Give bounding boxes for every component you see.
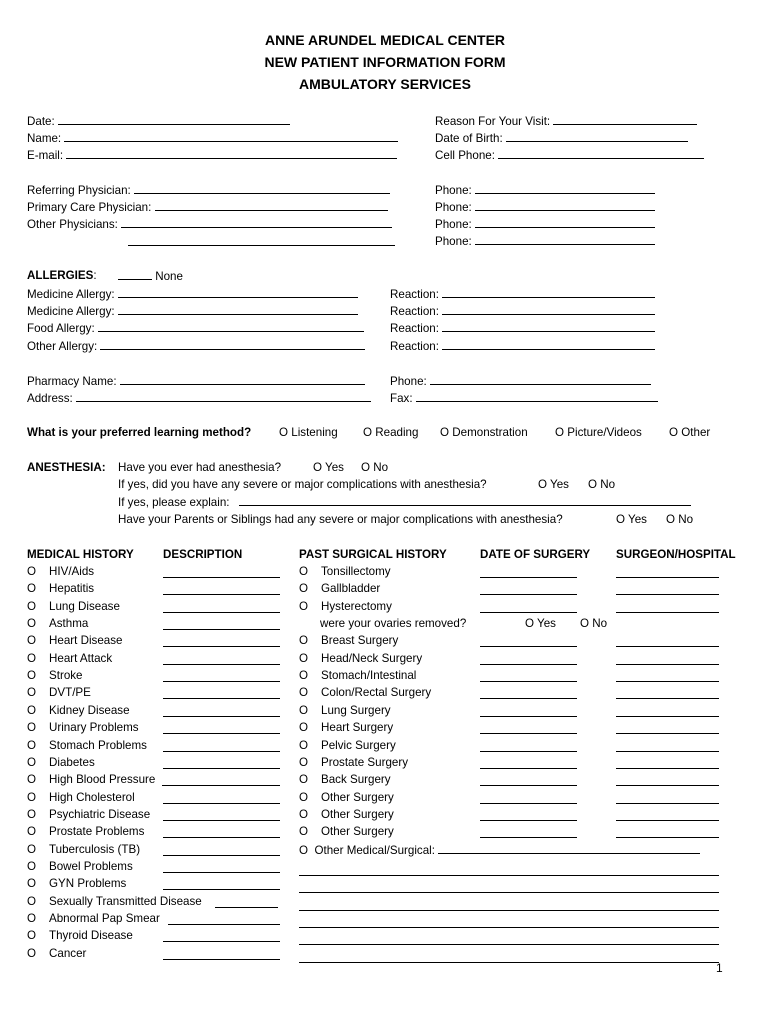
medical-history-item: Kidney Disease (49, 704, 130, 717)
anesthesia-explain-field[interactable] (118, 495, 691, 510)
anesthesia-q2-no[interactable] (588, 478, 615, 492)
learning-option-other[interactable] (669, 426, 710, 440)
medical-checkbox-icon[interactable]: O (27, 582, 37, 595)
anesthesia-explain-label: If yes, please explain: (118, 496, 230, 509)
medical-history-item: Sexually Transmitted Disease (49, 895, 202, 908)
surgical-checkbox-icon[interactable]: O (299, 825, 309, 838)
surgeon-input-line[interactable] (616, 751, 719, 752)
ovaries-yes[interactable] (525, 617, 556, 631)
pharmacy-name-label: Pharmacy Name: (27, 375, 117, 388)
other-medical-input-line[interactable] (299, 892, 719, 893)
medicine-allergy-field[interactable] (27, 287, 358, 302)
medical-history-item: Bowel Problems (49, 860, 133, 873)
none-label: None (155, 270, 183, 283)
surgical-history-item: Gallbladder (321, 582, 381, 595)
surgical-checkbox-icon[interactable]: O (299, 808, 309, 821)
other-allergy-label: Other Allergy: (27, 340, 98, 353)
radio-circle-icon: O (313, 461, 323, 474)
surgical-history-item: Heart Surgery (321, 721, 394, 734)
ovaries-no[interactable] (580, 617, 607, 631)
radio-circle-icon: O (538, 478, 548, 491)
surgical-checkbox-icon[interactable]: O (299, 634, 309, 647)
page-number: 1 (716, 961, 723, 975)
email-label: E-mail: (27, 149, 64, 162)
description-input-line[interactable] (163, 594, 280, 595)
other-allergy-field[interactable] (27, 339, 365, 354)
surgical-history-item: Head/Neck Surgery (321, 652, 423, 665)
phone-label: Phone: (435, 201, 472, 214)
medical-checkbox-icon[interactable]: O (27, 739, 37, 752)
medical-checkbox-icon[interactable]: O (27, 721, 37, 734)
surgical-checkbox-icon[interactable]: O (299, 686, 309, 699)
extra-phone-field[interactable] (435, 234, 655, 249)
medicine-allergy-label: Medicine Allergy: (27, 305, 115, 318)
medicine-allergy-label: Medicine Allergy: (27, 288, 115, 301)
anesthesia-q1-yes[interactable] (313, 461, 344, 475)
allergies-heading-text: ALLERGIES (27, 269, 94, 282)
pharmacy-fax-field[interactable] (390, 391, 658, 406)
surgeon-input-line[interactable] (616, 716, 719, 717)
phone-label: Phone: (435, 184, 472, 197)
surgery-date-input-line[interactable] (480, 594, 577, 595)
learning-method-question: What is your preferred learning method? (27, 426, 252, 439)
anesthesia-heading: ANESTHESIA: (27, 461, 106, 474)
other-phone-field[interactable] (435, 217, 655, 232)
medical-history-item: Hepatitis (49, 582, 95, 595)
surgical-checkbox-icon[interactable]: O (299, 704, 309, 717)
description-input-line[interactable] (163, 646, 280, 647)
description-input-line[interactable] (163, 629, 280, 630)
learning-option-picture-videos[interactable] (555, 426, 642, 440)
email-field[interactable] (27, 148, 397, 163)
medical-history-item: Psychiatric Disease (49, 808, 151, 821)
radio-circle-icon: O (555, 426, 565, 439)
radio-circle-icon: O (580, 617, 590, 630)
phone-label: Phone: (435, 235, 472, 248)
other-physicians-field[interactable] (27, 217, 392, 232)
description-input-line[interactable] (163, 716, 280, 717)
pharmacy-address-field[interactable] (27, 391, 371, 406)
surgery-date-input-line[interactable] (480, 664, 577, 665)
no-allergies-field[interactable] (118, 269, 183, 284)
yes-label: Yes (550, 478, 569, 491)
no-label: No (600, 478, 616, 491)
surgical-history-item: Back Surgery (321, 773, 391, 786)
medicine-allergy-field[interactable] (27, 304, 358, 319)
surgical-history-item: Lung Surgery (321, 704, 391, 717)
medical-history-item: Heart Disease (49, 634, 123, 647)
surgical-checkbox-icon[interactable]: O (299, 721, 309, 734)
radio-circle-icon: O (279, 426, 289, 439)
surgical-history-item: Pelvic Surgery (321, 739, 396, 752)
radio-circle-icon: O (361, 461, 371, 474)
medical-history-item: Stomach Problems (49, 739, 147, 752)
primary-physician-label: Primary Care Physician: (27, 201, 152, 214)
surgeon-input-line[interactable] (616, 785, 719, 786)
surgeon-input-line[interactable] (616, 820, 719, 821)
other-medical-surgical-field[interactable] (299, 843, 700, 858)
pharmacy-fax-label: Fax: (390, 392, 413, 405)
description-input-line[interactable] (163, 855, 280, 856)
option-label: Reading (375, 426, 419, 439)
surgeon-input-line[interactable] (616, 646, 719, 647)
other-physicians-extra-line[interactable] (128, 245, 395, 246)
surgical-history-item: Breast Surgery (321, 634, 399, 647)
medical-checkbox-icon[interactable]: O (27, 825, 37, 838)
surgery-date-input-line[interactable] (480, 646, 577, 647)
medical-checkbox-icon[interactable]: O (27, 617, 37, 630)
medical-checkbox-icon[interactable]: O (27, 843, 37, 856)
medical-checkbox-icon[interactable]: O (27, 947, 37, 960)
surgery-date-input-line[interactable] (480, 577, 577, 578)
medical-history-item: High Blood Pressure (49, 773, 156, 786)
surgical-checkbox-icon[interactable]: O (299, 773, 309, 786)
name-label: Name: (27, 132, 62, 145)
form-title-department: AMBULATORY SERVICES (299, 76, 471, 92)
medical-checkbox-icon[interactable]: O (27, 565, 37, 578)
surgical-history-item: Other Surgery (321, 825, 394, 838)
pharmacy-address-label: Address: (27, 392, 73, 405)
surgeon-input-line[interactable] (616, 577, 719, 578)
no-label: No (592, 617, 608, 630)
name-field[interactable] (27, 131, 398, 146)
surgeon-hospital-heading: SURGEON/HOSPITAL (616, 548, 736, 561)
surgical-history-item: Other Surgery (321, 791, 394, 804)
surgical-checkbox-icon[interactable]: O (299, 582, 309, 595)
other-physicians-label: Other Physicians: (27, 218, 118, 231)
medical-checkbox-icon[interactable]: O (27, 808, 37, 821)
other-medical-input-line[interactable] (299, 927, 719, 928)
surgeon-input-line[interactable] (616, 664, 719, 665)
referring-physician-field[interactable] (27, 183, 390, 198)
description-input-line[interactable] (215, 907, 278, 908)
dob-label: Date of Birth: (435, 132, 503, 145)
surgeon-input-line[interactable] (616, 698, 719, 699)
radio-circle-icon: O (299, 844, 309, 857)
medical-checkbox-icon[interactable]: O (27, 686, 37, 699)
other-medical-surgical-label: Other Medical/Surgical: (314, 844, 435, 857)
description-heading: DESCRIPTION (163, 548, 243, 561)
reaction-label: Reaction: (390, 340, 439, 353)
reason-field[interactable] (435, 114, 697, 129)
surgical-history-item: Tonsillectomy (321, 565, 391, 578)
yes-label: Yes (628, 513, 647, 526)
allergies-heading (27, 269, 97, 283)
radio-circle-icon: O (669, 426, 679, 439)
medical-history-item: HIV/Aids (49, 565, 95, 578)
reaction-field[interactable] (390, 304, 655, 319)
medical-checkbox-icon[interactable]: O (27, 756, 37, 769)
medical-checkbox-icon[interactable]: O (27, 773, 37, 786)
surgery-date-input-line[interactable] (480, 785, 577, 786)
date-label: Date: (27, 115, 55, 128)
medical-history-item: Stroke (49, 669, 83, 682)
radio-circle-icon: O (616, 513, 626, 526)
referring-phone-field[interactable] (435, 183, 655, 198)
option-label: Other (681, 426, 711, 439)
medical-checkbox-icon[interactable]: O (27, 912, 37, 925)
surgery-date-input-line[interactable] (480, 820, 577, 821)
surgeon-input-line[interactable] (616, 594, 719, 595)
anesthesia-q4-no[interactable] (666, 513, 693, 527)
surgeon-input-line[interactable] (616, 768, 719, 769)
surgical-history-item: Hysterectomy (321, 600, 392, 613)
medical-checkbox-icon[interactable]: O (27, 860, 37, 873)
phone-label: Phone: (435, 218, 472, 231)
surgical-history-item: Prostate Surgery (321, 756, 408, 769)
surgery-date-input-line[interactable] (480, 698, 577, 699)
surgical-checkbox-icon[interactable]: O (299, 756, 309, 769)
surgical-history-item: Stomach/Intestinal (321, 669, 417, 682)
no-label: No (678, 513, 694, 526)
medical-history-item: Diabetes (49, 756, 95, 769)
surgical-history-item: Other Surgery (321, 808, 394, 821)
description-input-line[interactable] (163, 664, 280, 665)
medical-checkbox-icon[interactable]: O (27, 895, 37, 908)
surgery-date-input-line[interactable] (480, 733, 577, 734)
medical-history-item: Thyroid Disease (49, 929, 133, 942)
reaction-field[interactable] (390, 321, 655, 336)
description-input-line[interactable] (163, 941, 280, 942)
medical-checkbox-icon[interactable]: O (27, 929, 37, 942)
surgery-date-input-line[interactable] (480, 751, 577, 752)
anesthesia-question-4: Have your Parents or Siblings had any severe or major complications with anesthesia? (118, 513, 563, 526)
surgery-date-input-line[interactable] (480, 612, 577, 613)
surgeon-input-line[interactable] (616, 803, 719, 804)
anesthesia-q4-yes[interactable] (616, 513, 647, 527)
medical-checkbox-icon[interactable]: O (27, 652, 37, 665)
description-input-line[interactable] (163, 803, 280, 804)
surgical-checkbox-icon[interactable]: O (299, 739, 309, 752)
surgery-date-input-line[interactable] (480, 716, 577, 717)
other-medical-input-line[interactable] (299, 962, 719, 963)
description-input-line[interactable] (163, 820, 280, 821)
food-allergy-field[interactable] (27, 321, 364, 336)
description-input-line[interactable] (163, 872, 280, 873)
medical-checkbox-icon[interactable]: O (27, 600, 37, 613)
description-input-line[interactable] (162, 785, 280, 786)
reaction-field[interactable] (390, 287, 655, 302)
medical-history-heading: MEDICAL HISTORY (27, 548, 134, 561)
surgeon-input-line[interactable] (616, 681, 719, 682)
surgical-checkbox-icon[interactable]: O (299, 600, 309, 613)
description-input-line[interactable] (163, 681, 280, 682)
medical-checkbox-icon[interactable]: O (27, 877, 37, 890)
surgeon-input-line[interactable] (616, 837, 719, 838)
medical-history-item: Urinary Problems (49, 721, 139, 734)
reason-label: Reason For Your Visit: (435, 115, 551, 128)
yes-label: Yes (537, 617, 556, 630)
anesthesia-q2-yes[interactable] (538, 478, 569, 492)
reaction-label: Reaction: (390, 322, 439, 335)
option-label: Demonstration (452, 426, 528, 439)
surgeon-input-line[interactable] (616, 612, 719, 613)
form-title-organization: ANNE ARUNDEL MEDICAL CENTER (264, 32, 506, 48)
surgical-checkbox-icon[interactable]: O (299, 565, 309, 578)
ovaries-question: were your ovaries removed? (320, 617, 467, 630)
radio-circle-icon: O (666, 513, 676, 526)
description-input-line[interactable] (163, 768, 280, 769)
anesthesia-question-2: If yes, did you have any severe or major complications with anesthesia? (118, 478, 487, 491)
surgical-history-heading: PAST SURGICAL HISTORY (299, 548, 447, 561)
cell-phone-field[interactable] (435, 148, 704, 163)
allergies-colon: : (93, 269, 97, 282)
form-title-document: NEW PATIENT INFORMATION FORM (264, 54, 506, 70)
medical-history-item: Prostate Problems (49, 825, 145, 838)
medical-history-item: Tuberculosis (TB) (49, 843, 141, 856)
medical-history-item: Heart Attack (49, 652, 113, 665)
option-label: Picture/Videos (567, 426, 642, 439)
description-input-line[interactable] (163, 733, 280, 734)
anesthesia-q1-no[interactable] (361, 461, 388, 475)
surgical-history-item: Colon/Rectal Surgery (321, 686, 432, 699)
referring-physician-label: Referring Physician: (27, 184, 131, 197)
reaction-label: Reaction: (390, 305, 439, 318)
pharmacy-name-field[interactable] (27, 374, 365, 389)
learning-option-reading[interactable] (363, 426, 418, 440)
description-input-line[interactable] (168, 924, 280, 925)
other-medical-input-line[interactable] (299, 944, 719, 945)
medical-checkbox-icon[interactable]: O (27, 634, 37, 647)
medical-history-item: Abnormal Pap Smear (49, 912, 160, 925)
medical-history-item: Cancer (49, 947, 87, 960)
other-medical-input-line[interactable] (299, 910, 719, 911)
reaction-label: Reaction: (390, 288, 439, 301)
medical-history-item: Lung Disease (49, 600, 120, 613)
medical-history-item: GYN Problems (49, 877, 127, 890)
surgical-checkbox-icon[interactable]: O (299, 652, 309, 665)
yes-label: Yes (325, 461, 344, 474)
surgery-date-input-line[interactable] (480, 803, 577, 804)
radio-circle-icon: O (525, 617, 535, 630)
radio-circle-icon: O (588, 478, 598, 491)
medical-history-item: Asthma (49, 617, 89, 630)
surgery-date-input-line[interactable] (480, 768, 577, 769)
surgical-checkbox-icon[interactable]: O (299, 669, 309, 682)
date-of-surgery-heading: DATE OF SURGERY (480, 548, 591, 561)
surgical-checkbox-icon[interactable]: O (299, 791, 309, 804)
pharmacy-phone-field[interactable] (390, 374, 651, 389)
reaction-field[interactable] (390, 339, 655, 354)
radio-circle-icon: O (363, 426, 373, 439)
option-label: Listening (291, 426, 338, 439)
no-label: No (373, 461, 389, 474)
surgery-date-input-line[interactable] (480, 681, 577, 682)
medical-checkbox-icon[interactable]: O (27, 669, 37, 682)
primary-physician-field[interactable] (27, 200, 388, 215)
pharmacy-phone-label: Phone: (390, 375, 427, 388)
learning-option-listening[interactable] (279, 426, 338, 440)
dob-field[interactable] (435, 131, 688, 146)
description-input-line[interactable] (163, 889, 280, 890)
medical-history-item: DVT/PE (49, 686, 91, 699)
radio-circle-icon: O (440, 426, 450, 439)
description-input-line[interactable] (163, 837, 280, 838)
description-input-line[interactable] (163, 959, 280, 960)
description-input-line[interactable] (163, 577, 280, 578)
medical-checkbox-icon[interactable]: O (27, 791, 37, 804)
description-input-line[interactable] (163, 751, 280, 752)
cell-phone-label: Cell Phone: (435, 149, 495, 162)
medical-checkbox-icon[interactable]: O (27, 704, 37, 717)
anesthesia-question-1: Have you ever had anesthesia? (118, 461, 282, 474)
learning-option-demonstration[interactable] (440, 426, 528, 440)
surgery-date-input-line[interactable] (480, 837, 577, 838)
date-field[interactable] (27, 114, 290, 129)
description-input-line[interactable] (163, 612, 280, 613)
description-input-line[interactable] (163, 698, 280, 699)
medical-history-item: High Cholesterol (49, 791, 135, 804)
food-allergy-label: Food Allergy: (27, 322, 95, 335)
primary-phone-field[interactable] (435, 200, 655, 215)
surgeon-input-line[interactable] (616, 733, 719, 734)
other-medical-input-line[interactable] (299, 875, 719, 876)
